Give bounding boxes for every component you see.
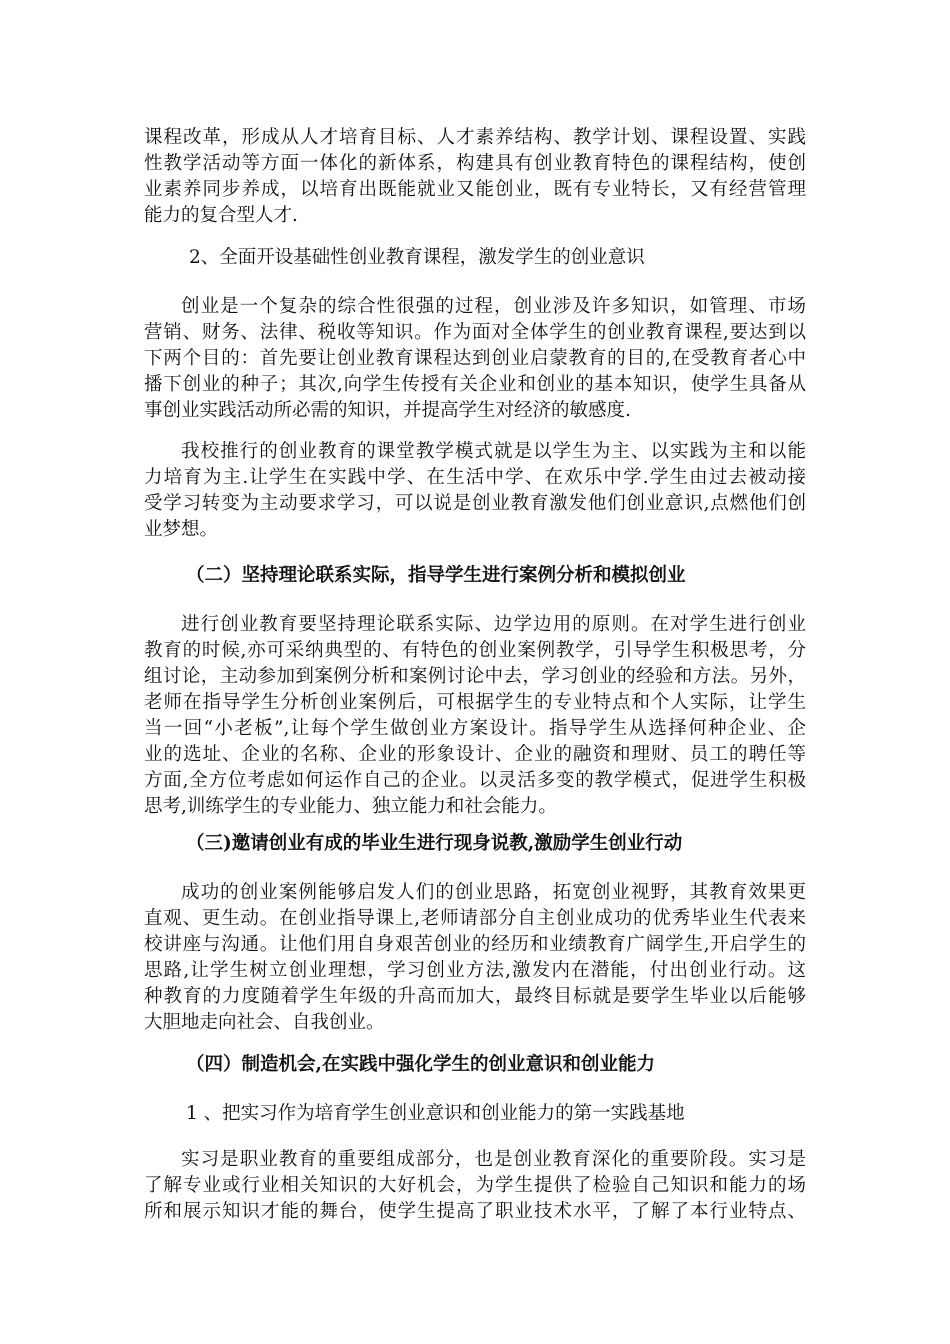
section-heading-2: 2、全面开设基础性创业教育课程，激发学生的创业意识	[189, 247, 645, 268]
text-line: 受学习转变为主动要求学习，可以说是创业教育激发他们创业意识,点燃他们创	[144, 493, 806, 514]
text-line: 课程改革，形成从人才培育目标、人才素养结构、教学计划、课程设置、实践	[144, 127, 806, 148]
section-heading-two: （二）坚持理论联系实际，指导学生进行案例分析和模拟创业	[186, 565, 686, 586]
paragraph-4	[144, 612, 806, 820]
text-line: 我校推行的创业教育的课堂教学模式就是以学生为主、以实践为主和以能	[181, 441, 806, 462]
paragraph-1	[144, 125, 806, 229]
text-line: 当一回“小老板”,让每个学生做创业方案设计。指导学生从选择何种企业、企	[144, 718, 806, 739]
text-line: 实习是职业教育的重要组成部分，也是创业教育深化的重要阶段。实习是	[181, 1149, 806, 1170]
paragraph-6	[144, 1147, 806, 1225]
text-line: 大胆地走向社会、自我创业。	[144, 1012, 385, 1033]
text-line: 性教学活动等方面一体化的新体系，构建具有创业教育特色的课程结构，使创	[144, 153, 806, 174]
text-line: 业梦想。	[144, 519, 219, 540]
text-line: 营销、财务、法律、税收等知识。作为面对全体学生的创业教育课程,要达到以	[144, 322, 806, 343]
paragraph-3	[144, 439, 806, 543]
text-line: 事创业实践活动所必需的知识，并提高学生对经济的敏感度.	[144, 400, 631, 421]
text-line: 了解专业或行业相关知识的大好机会，为学生提供了检验自己知识和能力的场	[144, 1175, 806, 1196]
text-line: 业的选址、企业的名称、企业的形象设计、企业的融资和理财、员工的聘任等	[144, 744, 806, 765]
text-line: 老师在指导学生分析创业案例后，可根据学生的专业特点和个人实际，让学生	[144, 692, 806, 713]
text-line: 方面,全方位考虑如何运作自己的企业。以灵活多变的教学模式，促进学生积极	[144, 770, 806, 791]
subsection-heading-1: 1 、把实习作为培育学生创业意识和创业能力的第一实践基地	[186, 1103, 685, 1124]
text-line: 业素养同步养成，以培育出既能就业又能创业，既有专业特长，又有经营管理	[144, 179, 806, 200]
text-line: 思路,让学生树立创业理想，学习创业方法,激发内在潜能，付出创业行动。这	[144, 960, 806, 981]
text-line: 成功的创业案例能够启发人们的创业思路，拓宽创业视野，其教育效果更	[181, 882, 806, 903]
text-line: 种教育的力度随着学生年级的升高而加大，最终目标就是要学生毕业以后能够	[144, 986, 806, 1007]
text-line: 播下创业的种子；其次,向学生传授有关企业和创业的基本知识，使学生具备从	[144, 374, 806, 395]
text-line: 能力的复合型人才.	[144, 205, 298, 226]
text-line: 教育的时候,亦可采纳典型的、有特色的创业案例教学，引导学生积极思考，分	[144, 640, 806, 661]
text-line: 直观、更生动。在创业指导课上,老师请部分自主创业成功的优秀毕业生代表来	[144, 908, 806, 929]
text-line: 思考,训练学生的专业能力、独立能力和社会能力。	[144, 796, 557, 817]
text-line: 校讲座与沟通。让他们用自身艰苦创业的经历和业绩教育广阔学生,开启学生的	[144, 934, 806, 955]
section-heading-four: （四）制造机会,在实践中强化学生的创业意识和创业能力	[186, 1054, 655, 1075]
text-line: 创业是一个复杂的综合性很强的过程，创业涉及许多知识，如管理、市场	[181, 296, 806, 317]
paragraph-5	[144, 880, 806, 1036]
text-line: 下两个目的：首先要让创业教育课程达到创业启蒙教育的目的,在受教育者心中	[144, 348, 806, 369]
text-line: 组讨论，主动参加到案例分析和案例讨论中去，学习创业的经验和方法。另外，	[144, 666, 806, 687]
section-heading-three: （三)邀请创业有成的毕业生进行现身说教,激励学生创业行动	[186, 833, 683, 854]
text-line: 所和展示知识才能的舞台，使学生提高了职业技术水平，了解了本行业特点、	[144, 1201, 806, 1222]
paragraph-2	[144, 294, 806, 424]
text-line: 进行创业教育要坚持理论联系实际、边学边用的原则。在对学生进行创业	[181, 614, 806, 635]
text-line: 力培育为主.让学生在实践中学、在生活中学、在欢乐中学.学生由过去被动接	[144, 467, 806, 488]
